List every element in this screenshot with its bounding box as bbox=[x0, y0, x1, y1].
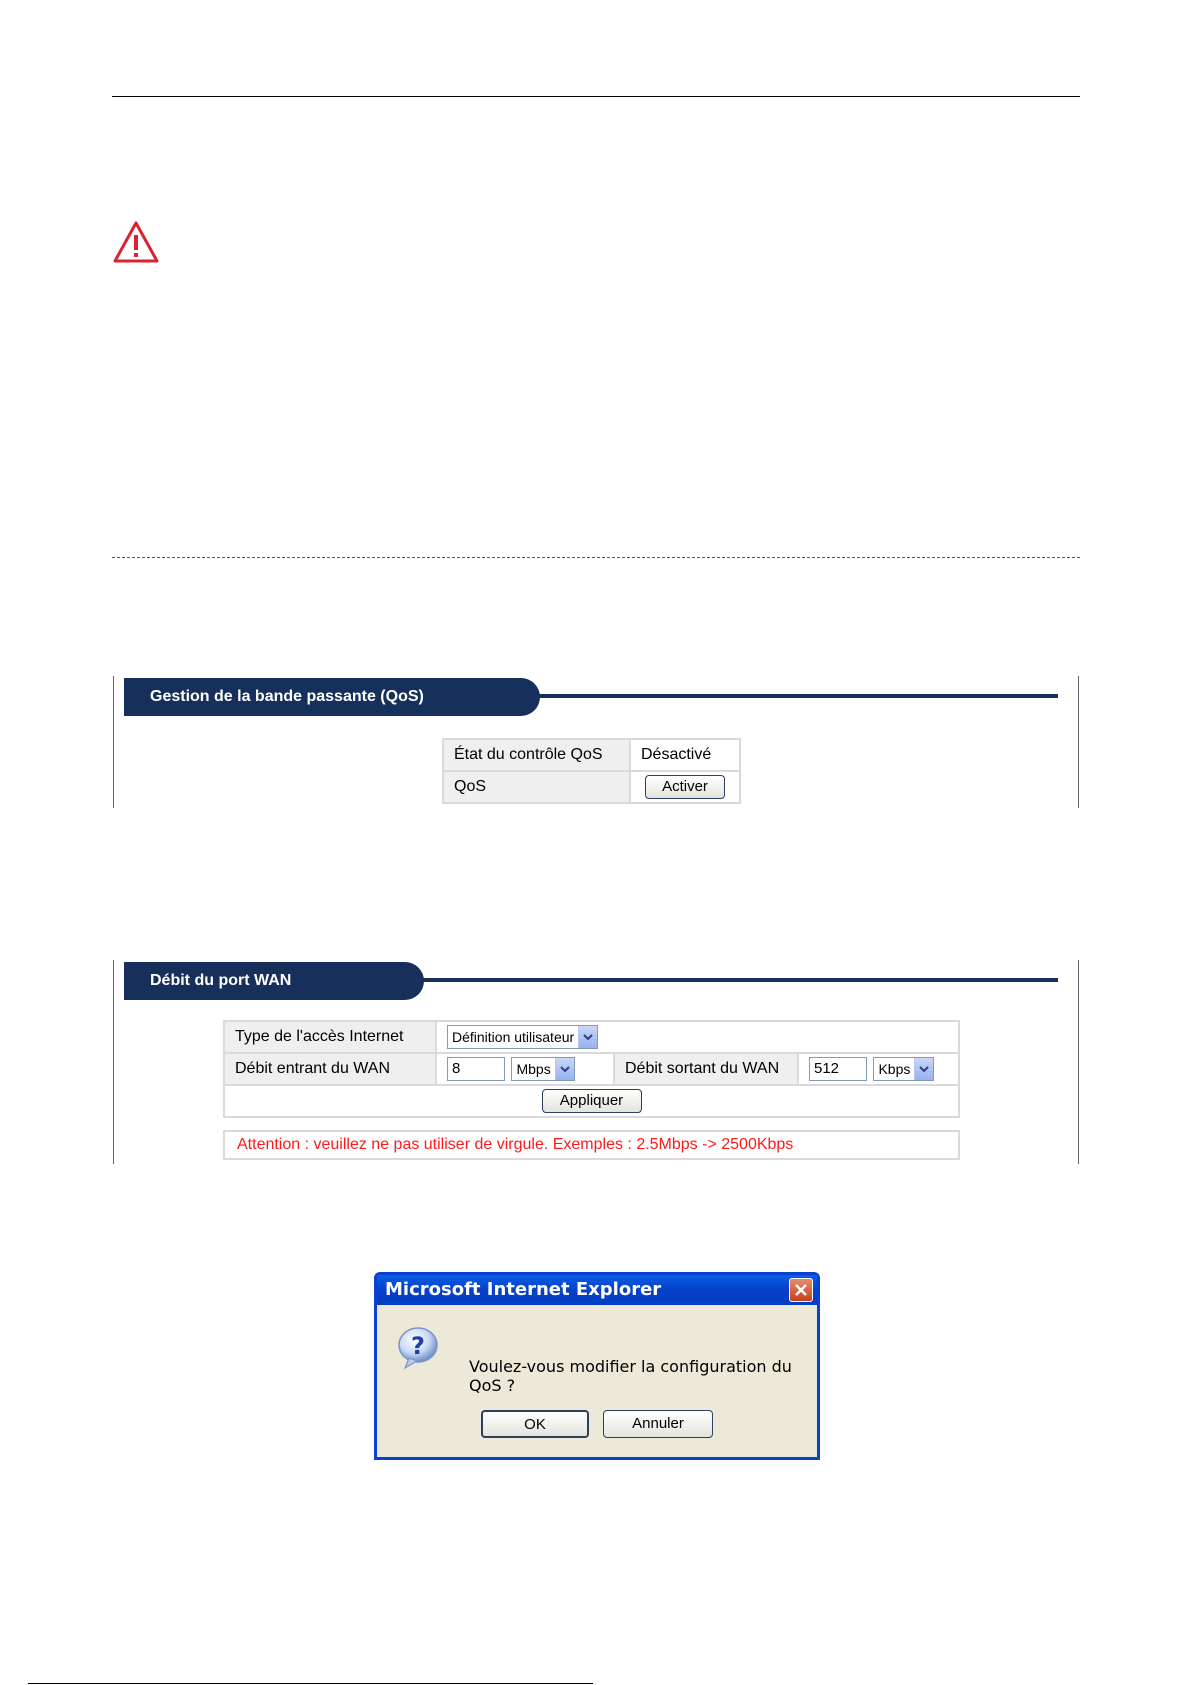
qos-label: QoS bbox=[443, 771, 630, 803]
chevron-down-icon[interactable] bbox=[555, 1058, 574, 1080]
qos-panel-line bbox=[534, 694, 1058, 698]
svg-text:?: ? bbox=[411, 1332, 425, 1360]
table-row bbox=[224, 1085, 959, 1117]
qos-status-label: État du contrôle QoS bbox=[443, 739, 630, 771]
wan-panel bbox=[113, 960, 1079, 1164]
wan-table bbox=[223, 1020, 960, 1118]
dotted-rule bbox=[112, 557, 1080, 558]
top-rule bbox=[112, 96, 1080, 97]
table-row bbox=[224, 1053, 959, 1085]
ok-button[interactable]: OK bbox=[481, 1410, 589, 1438]
access-type-cell bbox=[436, 1021, 959, 1053]
dialog-title-bar bbox=[377, 1275, 817, 1305]
qos-status-value: Désactivé bbox=[630, 739, 740, 771]
downstream-label: Débit entrant du WAN bbox=[224, 1053, 436, 1085]
apply-cell bbox=[224, 1085, 959, 1117]
question-icon bbox=[395, 1325, 441, 1376]
chevron-down-icon[interactable] bbox=[578, 1026, 597, 1048]
access-type-select[interactable] bbox=[447, 1025, 598, 1049]
upstream-unit-value: Kbps bbox=[878, 1061, 911, 1077]
apply-button[interactable]: Appliquer bbox=[542, 1089, 642, 1113]
bottom-rule bbox=[28, 1683, 593, 1684]
qos-table bbox=[442, 738, 741, 804]
access-type-label: Type de l'accès Internet bbox=[224, 1021, 436, 1053]
downstream-cell bbox=[436, 1053, 614, 1085]
downstream-unit-select[interactable] bbox=[511, 1057, 574, 1081]
wan-panel-title: Débit du port WAN bbox=[124, 962, 424, 1000]
upstream-unit-select[interactable] bbox=[873, 1057, 934, 1081]
warning-text: Attention : veuillez ne pas utiliser de virgule. Exemples : 2.5Mbps -> 2500Kbps bbox=[237, 1136, 794, 1153]
dialog-message: Voulez-vous modifier la configuration du QoS ? bbox=[469, 1357, 792, 1395]
confirm-dialog bbox=[374, 1272, 820, 1460]
table-row bbox=[224, 1021, 959, 1053]
upstream-label: Débit sortant du WAN bbox=[614, 1053, 798, 1085]
dialog-title: Microsoft Internet Explorer bbox=[385, 1279, 662, 1300]
activate-button[interactable]: Activer bbox=[645, 775, 725, 799]
qos-panel bbox=[113, 676, 1079, 808]
access-type-value: Définition utilisateur bbox=[452, 1029, 575, 1045]
qos-panel-title: Gestion de la bande passante (QoS) bbox=[124, 678, 540, 716]
warning-note bbox=[223, 1130, 960, 1160]
wan-panel-line bbox=[419, 978, 1058, 982]
close-icon[interactable] bbox=[789, 1278, 813, 1302]
table-row bbox=[443, 739, 740, 771]
table-row bbox=[443, 771, 740, 803]
downstream-input[interactable]: 8 bbox=[447, 1057, 505, 1081]
qos-control-cell bbox=[630, 771, 740, 803]
warning-triangle-icon bbox=[112, 220, 160, 264]
chevron-down-icon[interactable] bbox=[914, 1058, 933, 1080]
downstream-unit-value: Mbps bbox=[516, 1061, 551, 1077]
upstream-cell bbox=[798, 1053, 959, 1085]
upstream-input[interactable]: 512 bbox=[809, 1057, 867, 1081]
cancel-button[interactable]: Annuler bbox=[603, 1410, 713, 1438]
